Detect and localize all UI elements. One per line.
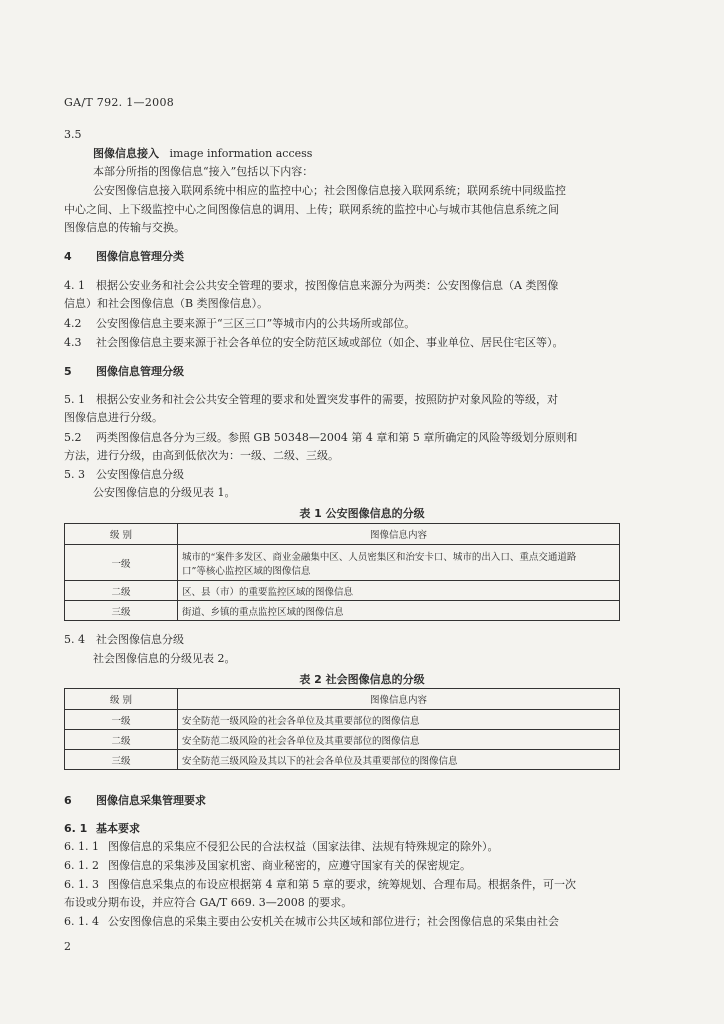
- table-row: [65, 750, 620, 770]
- paragraph: 图像信息的传输与交换。: [64, 221, 185, 234]
- clause-6-1: 6. 1 基本要求: [64, 822, 140, 835]
- paragraph: 图像信息进行分级。: [64, 411, 163, 424]
- level-cell: 二级: [65, 730, 178, 750]
- table-row: [65, 730, 620, 750]
- content-cell: 区、县（市）的重要监控区域的图像信息: [178, 581, 620, 601]
- paragraph: 本部分所指的图像信息“接入”包括以下内容：: [93, 165, 314, 178]
- clause-6-1-4: 6. 1. 4 公安图像信息的采集主要由公安机关在城市公共区域和部位进行；社会图像信息的采集由社会: [64, 915, 559, 928]
- column-header: 图像信息内容: [178, 524, 620, 545]
- table-1: [64, 523, 620, 621]
- paragraph: 布设或分期布设，并应符合 GA/T 669. 3—2008 的要求。: [64, 896, 353, 909]
- paragraph: 公安图像信息的分级见表 1。: [93, 486, 236, 499]
- clause-3-5-number: 3.5: [64, 128, 82, 141]
- term-en: image information access: [169, 147, 313, 160]
- paragraph: 方法，进行分级，由高到低依次为：一级、二级、三级。: [64, 449, 339, 462]
- paragraph: 社会图像信息的分级见表 2。: [93, 652, 236, 665]
- content-cell: 安全防范二级风险的社会各单位及其重要部位的图像信息: [178, 730, 620, 750]
- content-cell: 安全防范一级风险的社会各单位及其重要部位的图像信息: [178, 710, 620, 730]
- content-cell: 街道、乡镇的重点监控区域的图像信息: [178, 601, 620, 621]
- table-header-row: [65, 689, 620, 710]
- column-header: 图像信息内容: [178, 689, 620, 710]
- clause-4-3: 4.3 社会图像信息主要来源于社会各单位的安全防范区域或部位（如企、事业单位、居民住宅区等）。: [64, 336, 564, 349]
- column-header: 级 别: [65, 524, 178, 545]
- table-2-caption: 表 2 社会图像信息的分级: [299, 673, 425, 686]
- clause-4-1: 4. 1 根据公安业务和社会公共安全管理的要求，按图像信息来源分为两类：公安图像信息（A 类图像: [64, 279, 559, 292]
- document-id: GA/T 792. 1—2008: [64, 96, 175, 109]
- level-cell: 三级: [65, 750, 178, 770]
- section-heading-5: 5 图像信息管理分级: [64, 365, 184, 378]
- level-cell: 三级: [65, 601, 178, 621]
- paragraph: 公安图像信息接入联网系统中相应的监控中心；社会图像信息接入联网系统；联网系统中同级监控: [93, 184, 566, 197]
- paragraph: 中心之间、上下级监控中心之间图像信息的调用、上传；联网系统的监控中心与城市其他信息系统之间: [64, 203, 559, 216]
- level-cell: 一级: [65, 710, 178, 730]
- term-title: [93, 147, 312, 161]
- clause-6-1-3: 6. 1. 3 图像信息采集点的布设应根据第 4 章和第 5 章的要求，统筹规划、合理布局。根据条件，可一次: [64, 878, 576, 891]
- table-header-row: [65, 524, 620, 545]
- table-row: [65, 710, 620, 730]
- paragraph: 信息）和社会图像信息（B 类图像信息）。: [64, 297, 269, 310]
- table-row: [65, 581, 620, 601]
- table-row: [65, 545, 620, 581]
- table-2: [64, 688, 620, 770]
- section-heading-6: 6 图像信息采集管理要求: [64, 794, 206, 807]
- content-cell: 城市的“案件多发区、商业金融集中区、人员密集区和治安卡口、城市的出入口、重点交通道路 口”等核心监控区域的图像信息: [178, 545, 620, 581]
- table-1-caption: 表 1 公安图像信息的分级: [299, 507, 425, 520]
- content-cell: 安全防范三级风险及其以下的社会各单位及其重要部位的图像信息: [178, 750, 620, 770]
- level-cell: 二级: [65, 581, 178, 601]
- clause-5-2: 5.2 两类图像信息各分为三级。参照 GB 50348—2004 第 4 章和第 5 章所确定的风险等级划分原则和: [64, 431, 578, 444]
- clause-6-1-2: 6. 1. 2 图像信息的采集涉及国家机密、商业秘密的，应遵守国家有关的保密规定。: [64, 859, 471, 872]
- clause-5-4: 5. 4 社会图像信息分级: [64, 633, 184, 646]
- clause-6-1-1: 6. 1. 1 图像信息的采集应不侵犯公民的合法权益（国家法律、法规有特殊规定的除外）。: [64, 840, 499, 853]
- clause-5-1: 5. 1 根据公安业务和社会公共安全管理的要求和处置突发事件的需要，按照防护对象风险的等级，对: [64, 393, 558, 406]
- table-row: [65, 601, 620, 621]
- column-header: 级 别: [65, 689, 178, 710]
- clause-5-3: 5. 3 公安图像信息分级: [64, 468, 184, 481]
- level-cell: 一级: [65, 545, 178, 581]
- term-cn: 图像信息接入: [93, 147, 159, 160]
- clause-4-2: 4.2 公安图像信息主要来源于“三区三口”等城市内的公共场所或部位。: [64, 317, 416, 330]
- section-heading-4: 4 图像信息管理分类: [64, 250, 184, 263]
- page-number: 2: [64, 940, 71, 953]
